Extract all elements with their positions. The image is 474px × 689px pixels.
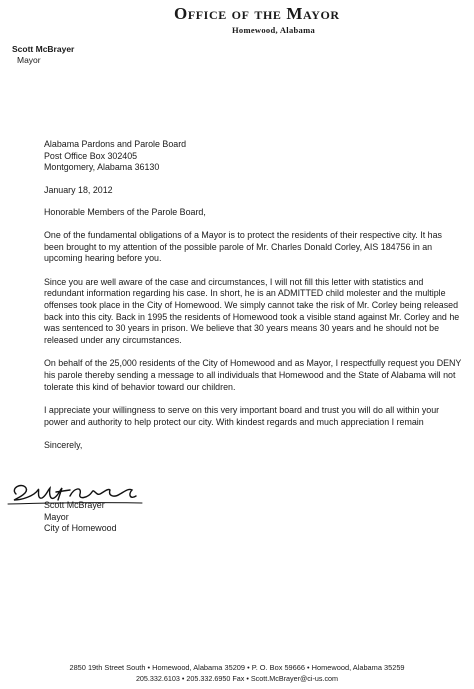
signer-title: Mayor <box>44 511 69 522</box>
sender-name: Scott McBrayer <box>12 44 75 54</box>
footer-contact: 205.332.6103 • 205.332.6950 Fax • Scott.McBrayer@ci-us.com <box>135 674 339 683</box>
paragraph-4: I appreciate your willingness to serve on this very important board and trust you will do all within your power and authority to help protect our city. With kindest regards and much appreciation I remain <box>44 405 440 427</box>
signature-block <box>44 500 117 535</box>
recipient-line-3: Montgomery, Alabama 36130 <box>44 162 160 173</box>
salutation: Honorable Members of the Parole Board, <box>44 207 206 218</box>
paragraph-1: One of the fundamental obligations of a Mayor is to protect the residents of their respective city. It has been brought to my attention of the possible parole of Mr. Charles Donald Corley, AIS 184756 in an upcoming hearing before you. <box>44 229 442 264</box>
sender-title: Mayor <box>17 55 41 65</box>
closing: Sincerely, <box>44 440 83 451</box>
paragraph-3: On behalf of the 25,000 residents of the City of Homewood and as Mayor, I respectfully request you DENY his parole thereby sending a message to all individuals that Homewood and the State of Alabama will not tolerate this kind of behavior toward our children. <box>44 358 462 392</box>
letter-body <box>44 139 464 452</box>
footer-address: 2850 19th Street South • Homewood, Alabama 35209 • P. O. Box 59666 • Homewood, Alabama 35259 <box>69 663 405 672</box>
recipient-line-1: Alabama Pardons and Parole Board <box>44 139 187 149</box>
letter-date: January 18, 2012 <box>44 184 113 195</box>
letterhead-location: Homewood, Alabama <box>232 25 316 35</box>
signer-org: City of Homewood <box>44 523 117 534</box>
paragraph-2: Since you are well aware of the case and circumstances, I will not fill this letter with statistics and redundant information regarding his case. In short, he is an ADMITTED child molester and the multiple offenses took place in the City of Homewood. We simply cannot take the risk of Mr. Corley being released back into this city. Back in 1995 the residents of Homewood took a visible stand against Mr. Corley and he was sentenced to 30 years in prison. We believe that 30 years means 30 years and he should not be released under any circumstances. <box>44 276 460 345</box>
signer-name: Scott McBrayer <box>44 500 105 510</box>
recipient-line-2: Post Office Box 302405 <box>44 150 138 161</box>
letterhead-title: Office of the Mayor <box>174 4 340 23</box>
recipient-address <box>44 139 464 174</box>
